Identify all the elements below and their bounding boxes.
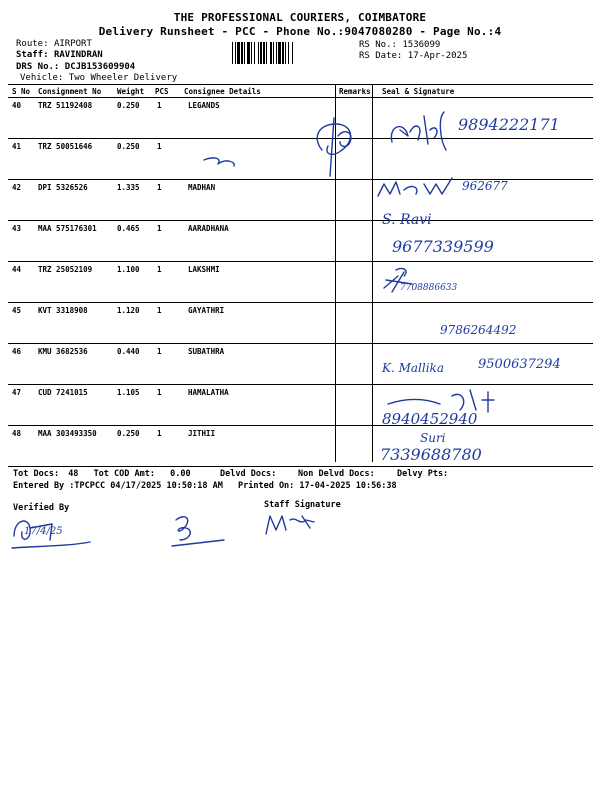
barcode-bar	[282, 42, 284, 64]
barcode-bar	[254, 42, 255, 64]
delvd-docs: Delvd Docs:	[220, 469, 277, 479]
entered-by-line	[13, 481, 223, 491]
rs-no-value: 1536099	[402, 40, 441, 50]
barcode-bar	[278, 42, 281, 64]
staff-value: RAVINDRAN	[53, 50, 103, 60]
rs-date-line	[359, 51, 467, 61]
drs-line	[16, 62, 135, 72]
row-rule	[8, 384, 593, 385]
row-consignee: HAMALATHA	[188, 388, 229, 397]
row-consignment: KVT 3318908	[38, 306, 88, 315]
row46-name: K. Mallika	[382, 361, 444, 375]
row-rule	[8, 261, 593, 262]
row47-signature	[388, 390, 494, 412]
row-consignment: TRZ 50051646	[38, 142, 93, 151]
row-weight: 0.250	[117, 101, 140, 110]
row-consignee: JITHII	[188, 429, 216, 438]
table-bottom-rule	[8, 466, 593, 467]
row-consignee: MADHAN	[188, 183, 216, 192]
row-consignment: TRZ 25052109	[38, 265, 93, 274]
barcode-bar	[247, 42, 250, 64]
barcode-bar	[241, 42, 243, 64]
barcode-bar	[270, 42, 272, 64]
row-pcs: 1	[157, 265, 162, 274]
row-rule	[8, 179, 593, 180]
row-pcs: 1	[157, 183, 162, 192]
totals-line	[13, 469, 191, 479]
row-rule	[8, 302, 593, 303]
row-pcs: 1	[157, 347, 162, 356]
col-consignee: Consignee Details	[184, 87, 261, 96]
row-pcs: 1	[157, 429, 162, 438]
row-sno: 41	[12, 142, 22, 151]
entered-by-label: Entered By :	[13, 481, 75, 491]
row44-phone: 7708886633	[400, 283, 458, 293]
row40-signature	[391, 112, 446, 150]
runsheet-subtitle: Delivery Runsheet - PCC - Phone No.:9047080280 - Page No.:4	[98, 25, 502, 38]
verified-signature	[14, 521, 52, 540]
rs-no-label: RS No.:	[359, 40, 397, 50]
verified-flourish	[12, 542, 90, 548]
delvy-pts: Delvy Pts:	[397, 469, 449, 479]
row-sno: 48	[12, 429, 22, 438]
row-pcs: 1	[157, 142, 162, 151]
route-line	[16, 39, 92, 49]
row-consignment: DPI 5326526	[38, 183, 88, 192]
row-weight: 1.100	[117, 265, 140, 274]
row42-phone: 962677	[462, 179, 508, 193]
staff-signature	[266, 516, 314, 534]
row-rule	[8, 343, 593, 344]
printed-on-line	[238, 481, 397, 491]
table-top-rule	[8, 84, 593, 85]
barcode-bar	[276, 42, 277, 64]
row-consignee: GAYATHRI	[188, 306, 225, 315]
row44-signature	[384, 268, 412, 292]
col-seal: Seal & Signature	[382, 87, 455, 96]
row-weight: 0.250	[117, 142, 140, 151]
row-consignment: CUD 7241015	[38, 388, 88, 397]
row47-phone: 8940452940	[382, 410, 478, 428]
col-consignment: Consignment No	[38, 87, 102, 96]
middle-signature	[172, 517, 224, 546]
barcode-bar	[260, 42, 262, 64]
tot-docs-value: 48	[68, 469, 79, 479]
row-sno: 47	[12, 388, 22, 397]
remarks-scribble	[317, 118, 350, 176]
route-label: Route:	[16, 39, 49, 49]
row-consignment: KMU 3682536	[38, 347, 88, 356]
row-consignee: SUBATHRA	[188, 347, 225, 356]
row-pcs: 1	[157, 306, 162, 315]
company-name: THE PROFESSIONAL COURIERS, COIMBATORE	[173, 11, 427, 24]
row-pcs: 1	[157, 224, 162, 233]
row48-phone: 7339688780	[380, 445, 482, 464]
staff-signature-label: Staff Signature	[264, 500, 341, 510]
rs-date-value: 17-Apr-2025	[407, 51, 468, 61]
printed-on-value: 17-04-2025 10:56:38	[299, 481, 397, 491]
row43-phone: 9677339599	[392, 237, 494, 256]
staff-label: Staff:	[16, 50, 49, 60]
barcode-bar	[232, 42, 233, 64]
row-weight: 0.465	[117, 224, 140, 233]
row-weight: 1.105	[117, 388, 140, 397]
barcode-bar	[285, 42, 286, 64]
row-rule	[8, 220, 593, 221]
row-consignee: AARADHANA	[188, 224, 229, 233]
row-consignee: LEGANDS	[188, 101, 220, 110]
row42-signature	[378, 178, 452, 196]
row-sno: 44	[12, 265, 22, 274]
barcode-bar	[266, 42, 267, 64]
entered-by-value: TPCPCC 04/17/2025 10:50:18 AM	[74, 481, 223, 491]
row-sno: 45	[12, 306, 22, 315]
route-value: AIRPORT	[53, 39, 92, 49]
vehicle-label: Vehicle:	[20, 73, 64, 83]
barcode-bar	[258, 42, 259, 64]
row-rule	[8, 138, 593, 139]
remarks-divider	[335, 84, 336, 462]
col-sno: S No	[12, 87, 31, 96]
row-sno: 43	[12, 224, 22, 233]
verified-by-label: Verified By	[13, 503, 70, 513]
rs-no-line	[359, 40, 440, 50]
row41-name-scribble	[204, 158, 234, 166]
row-weight: 1.335	[117, 183, 140, 192]
row-consignment: MAA 575176301	[38, 224, 97, 233]
vehicle-line	[20, 73, 177, 83]
remarks-loop	[338, 132, 351, 147]
row-weight: 0.440	[117, 347, 140, 356]
tot-cod-value: 0.00	[170, 469, 191, 479]
row46-phone: 9500637294	[478, 357, 561, 372]
row40-phone: 9894222171	[458, 115, 560, 134]
row-sno: 42	[12, 183, 22, 192]
barcode-bar	[273, 42, 274, 64]
barcode	[232, 42, 352, 64]
vehicle-value: Two Wheeler Delivery	[68, 73, 178, 83]
barcode-bar	[237, 42, 240, 64]
row-weight: 0.250	[117, 429, 140, 438]
printed-on-label: Printed On:	[238, 481, 295, 491]
col-remarks: Remarks	[339, 87, 371, 96]
drs-label: DRS No.:	[16, 62, 60, 72]
drs-value: DCJB153609904	[64, 62, 136, 72]
row43-name: S. Ravi	[382, 212, 432, 228]
verified-date: 17/4/25	[24, 526, 63, 537]
row45-phone: 9786264492	[440, 323, 517, 337]
table-header-rule	[8, 97, 593, 98]
tot-cod-label: Tot COD Amt:	[93, 469, 155, 479]
seal-divider	[372, 84, 373, 462]
row-pcs: 1	[157, 388, 162, 397]
barcode-bar	[292, 42, 293, 64]
row-consignee: LAKSHMI	[188, 265, 220, 274]
col-pcs: PCS	[155, 87, 169, 96]
col-weight: Weight	[117, 87, 145, 96]
row-sno: 40	[12, 101, 22, 110]
rs-date-label: RS Date:	[359, 51, 403, 61]
barcode-bar	[251, 42, 252, 64]
tot-docs-label: Tot Docs:	[13, 469, 60, 479]
row48-name: Suri	[420, 431, 446, 445]
row-sno: 46	[12, 347, 22, 356]
barcode-bar	[235, 42, 236, 64]
staff-line	[16, 50, 103, 60]
row-consignment: TRZ 51192408	[38, 101, 93, 110]
row-consignment: MAA 303493350	[38, 429, 97, 438]
barcode-bar	[263, 42, 265, 64]
barcode-bar	[244, 42, 245, 64]
non-delvd-docs: Non Delvd Docs:	[298, 469, 375, 479]
row-rule	[8, 425, 593, 426]
row-pcs: 1	[157, 101, 162, 110]
barcode-bar	[288, 42, 289, 64]
row-weight: 1.120	[117, 306, 140, 315]
